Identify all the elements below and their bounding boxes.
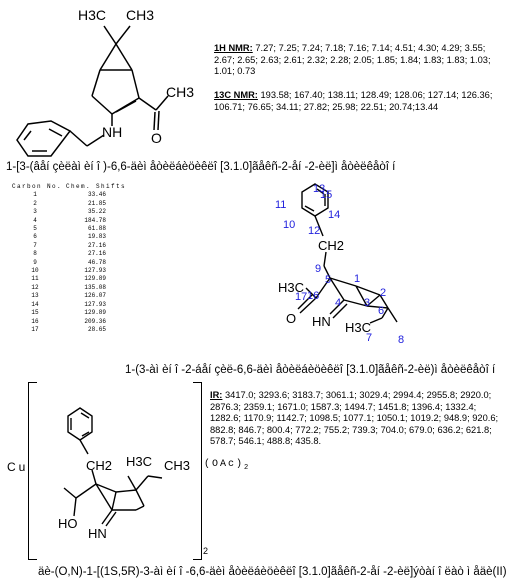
carbon-number: 14 — [31, 300, 39, 308]
chem-shift: 209.36 — [84, 317, 106, 325]
chem-shift: 21.85 — [87, 199, 106, 207]
c1-label-h3c: H3C — [78, 7, 107, 23]
carbon-number: 4 — [33, 216, 37, 224]
carbon-number: 15 — [31, 309, 39, 317]
c1-label-ch3: CH3 — [126, 7, 155, 23]
chem-shift: 184.78 — [84, 216, 106, 224]
c1-label-acetyl-ch3: CH3 — [166, 84, 195, 100]
chem-shift: 46.78 — [87, 258, 106, 266]
ir-values: 3417.0; 3293.6; 3183.7; 3061.1; 3029.4; 2994.4; 2955.8; 2920.0; 2876.3; 2359.1; 1671.0; 1587.3; 1494.7; 1451.8; 1396.4; 1332.4; 1282.6; 1170.9; 1142.7; 1098.5; 1077.1; 1050.1; 1019.2; 948.9; 920.6; 882.8; 846.7; 800.4; 772.2; 755.2; 739.3; 704.0; 679.0; 636.2; 621.8; 578.7; 546.1; 488.8; 435.8. — [210, 390, 499, 446]
acetate-subscript: 2 — [244, 464, 251, 472]
c2-num-7: 7 — [366, 332, 373, 344]
h-nmr-values: 7.27; 7.25; 7.24; 7.18; 7.16; 7.14; 4.51; 4.30; 4.29; 3.55; 2.67; 2.65; 2.63; 2.61; 2.32; 2.28; 2.05; 1.85; 1.84; 1.83; 1.83; 1.03; 1.01; 0.73 — [214, 43, 491, 76]
carbon-number: 2 — [33, 199, 37, 207]
shift-row — [12, 250, 126, 258]
chem-shift: 135.08 — [84, 283, 106, 291]
bracket-subscript: 2 — [203, 546, 209, 556]
shift-row — [12, 275, 126, 283]
c3-label-ch3: CH3 — [164, 458, 191, 473]
shift-row — [12, 292, 126, 300]
carbon-number: 13 — [31, 292, 39, 300]
c2-caption: 1-(3-àì èí î -2-áåí çèë-6,6-äèì åòèëáèöèêëî [3.1.0]ãåêñ-2-èë)ì åòèëêåòî í — [125, 364, 496, 376]
shift-row — [12, 267, 126, 275]
c2-shift-table — [12, 183, 126, 334]
shift-row — [12, 233, 126, 241]
chem-shift: 126.07 — [84, 292, 106, 300]
c2-num-4: 4 — [335, 297, 342, 309]
c3-caption: äè-(O,N)-1-[(1S,5R)-3-àì èí î -6,6-äèì åòèëáèöèêëî [3.1.0]ãåêñ-2-åí -2-èë]ýòàí î ëàò ì åäè(II) — [38, 566, 507, 578]
col-carbon-no: Carbon No. — [12, 183, 63, 190]
c2-num-12: 12 — [308, 225, 321, 237]
chem-shift: 127.93 — [84, 300, 106, 308]
c2-num-10: 10 — [283, 219, 296, 231]
chem-shift: 127.93 — [84, 267, 106, 275]
carbon-number: 17 — [31, 325, 39, 333]
shift-row — [12, 242, 126, 250]
chem-shift: 27.16 — [87, 250, 106, 258]
carbon-number: 3 — [33, 208, 37, 216]
c1-c-nmr — [214, 90, 504, 113]
carbon-number: 16 — [31, 317, 39, 325]
carbon-number: 10 — [31, 267, 39, 275]
chem-shift: 129.89 — [84, 275, 106, 283]
chem-shift: 19.83 — [87, 233, 106, 241]
carbon-number: 9 — [33, 258, 37, 266]
shift-row — [12, 191, 126, 199]
ir-label: IR: — [210, 390, 223, 400]
c2-label-ch2: CH2 — [318, 238, 345, 253]
shift-row — [12, 200, 126, 208]
c2-num-15: 15 — [320, 189, 333, 201]
c1-h-nmr — [214, 43, 504, 78]
chem-shift: 129.89 — [84, 309, 106, 317]
carbon-number: 8 — [33, 250, 37, 258]
shift-table-header — [12, 183, 126, 191]
shift-row — [12, 225, 126, 233]
compound2-structure — [270, 180, 430, 360]
c2-num-8: 8 — [398, 334, 405, 346]
c2-num-16: 16 — [307, 290, 320, 302]
c2-num-14: 14 — [328, 209, 341, 221]
c3-label-h3c: H3C — [126, 454, 153, 469]
shift-rows — [12, 191, 126, 334]
shift-row — [12, 301, 126, 309]
shift-row — [12, 326, 126, 334]
chem-shift: 28.65 — [87, 325, 106, 333]
carbon-number: 11 — [31, 275, 39, 283]
c1-caption: 1-[3-(âåí çèëàì èí î )-6,6-äèì åòèëáèöèêëî [3.1.0]ãåêñ-2-åí -2-èë]ì åòèëêåòî í — [6, 161, 396, 173]
shift-row — [12, 208, 126, 216]
chem-shift: 33.46 — [87, 191, 106, 199]
c2-num-5: 5 — [325, 274, 332, 286]
chem-shift: 27.16 — [87, 241, 106, 249]
shift-row — [12, 318, 126, 326]
h-nmr-label: 1H NMR: — [214, 43, 253, 53]
c2-label-o: O — [286, 311, 297, 326]
c2-label-h3c: H3C — [278, 280, 305, 295]
shift-row — [12, 284, 126, 292]
c2-num-13: 13 — [313, 183, 326, 195]
carbon-number: 7 — [33, 241, 37, 249]
acetate-text: (OAc) — [204, 459, 245, 470]
c2-num-1: 1 — [354, 273, 361, 285]
shift-row — [12, 217, 126, 225]
c2-num-17: 17 — [295, 291, 308, 303]
shift-row — [12, 309, 126, 317]
c2-num-3: 3 — [364, 297, 371, 309]
c3-label-hn: HN — [88, 526, 107, 541]
c2-num-11: 11 — [275, 199, 287, 211]
compound1-structure — [0, 0, 215, 158]
col-chem-shifts: Chem. Shifts — [66, 183, 127, 190]
carbon-number: 5 — [33, 225, 37, 233]
c-nmr-label: 13C NMR: — [214, 90, 258, 100]
c1-label-o: O — [151, 130, 162, 146]
c3-label-ho: HO — [58, 516, 78, 531]
c2-num-9: 9 — [315, 263, 322, 275]
c2-num-2: 2 — [380, 287, 387, 299]
carbon-number: 12 — [31, 283, 39, 291]
c1-label-nh: NH — [102, 124, 123, 140]
c2-label-hn: HN — [312, 314, 331, 329]
c2-label-h3c-b: H3C — [345, 320, 372, 335]
acetate-ligand — [204, 459, 250, 472]
c3-label-ch2: CH2 — [86, 458, 113, 473]
shift-row — [12, 259, 126, 267]
c3-ir — [210, 390, 502, 448]
carbon-number: 6 — [33, 233, 37, 241]
c2-num-6: 6 — [378, 305, 385, 317]
chem-shift: 35.22 — [87, 208, 106, 216]
carbon-number: 1 — [33, 191, 37, 199]
c-nmr-values: 193.58; 167.40; 138.11; 128.49; 128.06; 127.14; 126.36; 106.71; 76.65; 34.11; 27.82; 25.98; 22.51; 20.74;13.44 — [214, 90, 493, 112]
chem-shift: 61.88 — [87, 225, 106, 233]
cu-label: Cu — [7, 460, 29, 474]
compound3-structure — [36, 390, 196, 550]
